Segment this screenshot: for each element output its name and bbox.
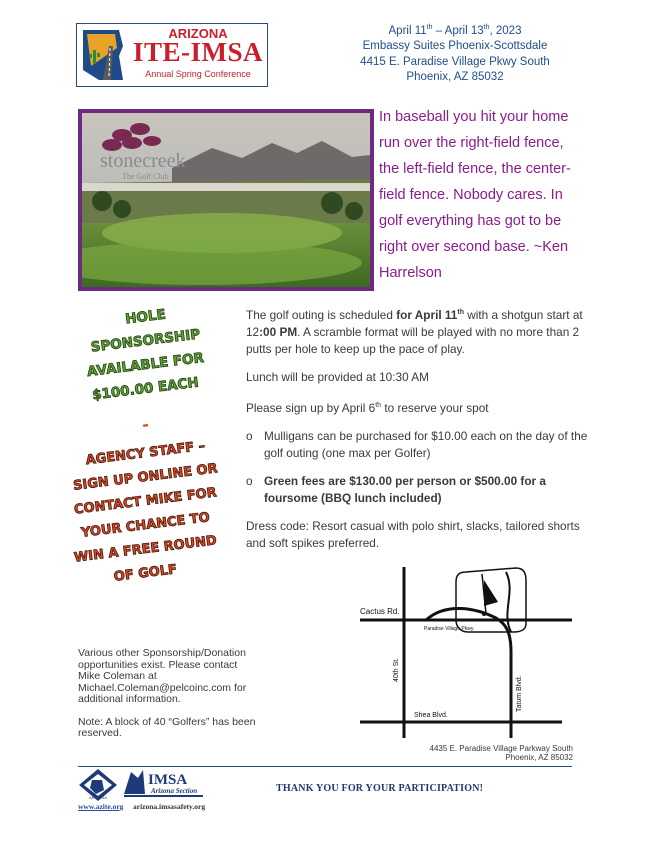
golf-quote: In baseball you hit your home run over the right-field fence, the left-field fence, the center-field fence. Nobody cares. In golf everything has got to be right over second base. ~Ken Harrelson bbox=[379, 109, 571, 281]
azite-link[interactable]: www.azite.org bbox=[78, 802, 124, 811]
imsa-section: Arizona Section bbox=[151, 787, 198, 795]
footer-divider bbox=[78, 766, 572, 767]
promo-line-price: $100.00 EACH bbox=[91, 374, 200, 404]
golf-course-image bbox=[82, 113, 370, 287]
promo-dash: - bbox=[141, 414, 150, 435]
imsa-wordmark: IMSA bbox=[148, 772, 188, 788]
photo-sub: The Golf Club bbox=[122, 172, 169, 181]
schedule-paragraph: The golf outing is scheduled for April 11th with a shotgun start at 12:00 PM. A scramble format will be played with no more than 2 putts per hole to keep up the pace of play. bbox=[246, 307, 583, 356]
ite-arizona-logo bbox=[78, 768, 118, 802]
logo-subtitle: Annual Spring Conference bbox=[145, 69, 251, 79]
label-cactus: Cactus Rd. bbox=[360, 607, 400, 616]
event-header bbox=[340, 20, 570, 86]
map-address bbox=[380, 744, 573, 762]
lunch-paragraph: Lunch will be provided at 10:30 AM bbox=[246, 369, 429, 384]
promo-line-hole: HOLE bbox=[124, 306, 167, 328]
promo-line-available: AVAILABLE FOR bbox=[86, 349, 205, 381]
map-address-line2: Phoenix, AZ 85032 bbox=[505, 753, 573, 762]
promo-line-contact: CONTACT MIKE FOR bbox=[73, 485, 218, 518]
bullet-marker: o bbox=[246, 428, 253, 443]
sponsorship-note bbox=[78, 648, 258, 751]
mulligan-bullet: o Mulligans can be purchased for $10.00 each on the day of the golf outing (one max per Golfer) bbox=[246, 428, 588, 460]
dress-code-paragraph: Dress code: Resort casual with polo shirt, slacks, tailored shorts and soft spikes preferred. bbox=[246, 518, 580, 550]
promo-line-signup: SIGN UP ONLINE OR bbox=[72, 461, 219, 494]
thank-you-message: THANK YOU FOR YOUR PARTICIPATION! bbox=[276, 783, 484, 794]
green-fees-bullet: o Green fees are $130.00 per person or $500.00 for a foursome (BBQ lunch included) bbox=[246, 473, 546, 505]
location-map bbox=[356, 562, 572, 738]
promo-line-sponsorship: SPONSORSHIP bbox=[89, 326, 202, 356]
sponsorship-promo bbox=[68, 305, 223, 586]
map-address-line1: 4435 E. Paradise Village Parkway South bbox=[429, 744, 573, 753]
event-city: Phoenix, AZ 85032 bbox=[406, 71, 504, 84]
promo-line-staff: AGENCY STAFF – bbox=[84, 438, 206, 469]
event-venue: Embassy Suites Phoenix-Scottsdale bbox=[362, 40, 548, 53]
logo-arizona: ARIZONA bbox=[168, 26, 228, 41]
photo-brand: stonecreek bbox=[100, 150, 186, 172]
promo-line-chance: YOUR CHANCE TO bbox=[80, 510, 211, 541]
sponsorship-contact: Various other Sponsorship/Donation opportunities exist. Please contact Mike Coleman at Michael.Coleman@pelcoinc.com for additional information. bbox=[78, 647, 247, 705]
label-shea: Shea Blvd. bbox=[414, 712, 448, 719]
label-paradise: Paradise Village Pkwy. bbox=[424, 626, 475, 632]
signup-paragraph: Please sign up by April 6th to reserve your spot bbox=[246, 400, 489, 415]
event-street: 4415 E. Paradise Village Pkwy South bbox=[360, 55, 550, 68]
promo-line-win: WIN A FREE ROUND bbox=[73, 533, 218, 566]
arizona-state-icon bbox=[79, 26, 127, 84]
event-details bbox=[246, 304, 591, 563]
logo-title: ITE-IMSA bbox=[132, 37, 264, 67]
bullet-marker: o bbox=[246, 473, 253, 488]
golf-course-photo bbox=[78, 109, 374, 291]
label-40th: 40th St. bbox=[393, 657, 400, 682]
label-tatum: Tatum Blvd. bbox=[516, 675, 523, 712]
ite-imsa-logo bbox=[76, 23, 268, 87]
promo-line-golf: OF GOLF bbox=[113, 562, 178, 585]
event-dates: April 11th – April 13th, 2023 bbox=[388, 24, 522, 37]
imsa-logo bbox=[121, 768, 205, 802]
flag-icon bbox=[484, 580, 498, 606]
golfer-block-note: Note: A block of 40 “Golfers” has been reserved. bbox=[78, 715, 256, 739]
imsa-link[interactable]: arizona.imsasafety.org bbox=[133, 802, 206, 811]
az-logo-label: ARIZONA bbox=[89, 795, 107, 800]
